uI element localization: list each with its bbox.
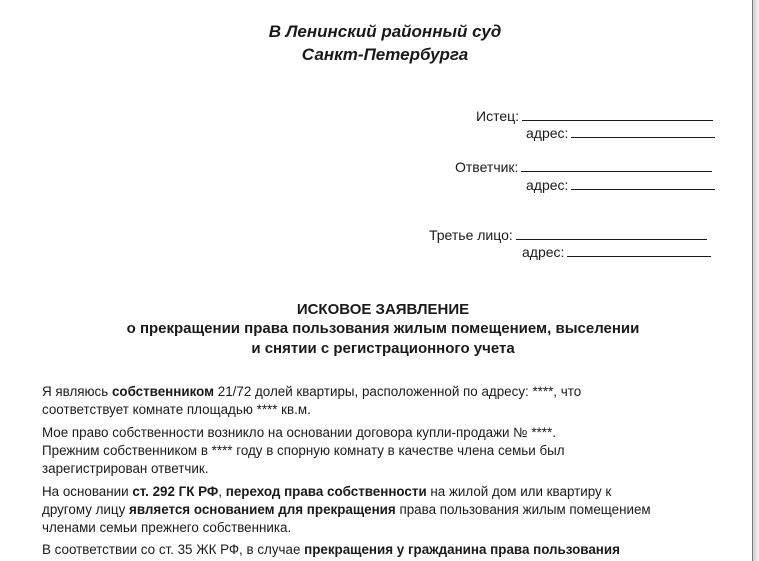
third-party-label: Третье лицо: [429, 227, 513, 243]
plaintiff-address-line [571, 124, 715, 138]
p3-bold-transfer: переход права собственности [225, 484, 427, 499]
paragraph-2 [42, 424, 732, 478]
third-party-address-line [567, 243, 711, 257]
defendant-label: Ответчик: [455, 159, 519, 175]
p3-bold-article: ст. 292 ГК РФ [132, 484, 219, 499]
p4-text-a: В соответствии со ст. 35 ЖК РФ, в случае [42, 542, 305, 557]
court-city: Санкт-Петербурга [301, 45, 469, 64]
p3-text-h: права пользования жилым помещением [395, 502, 651, 517]
third-party-line [516, 226, 707, 240]
defendant-address-line [571, 176, 715, 190]
court-name: В Ленинский районный суд [268, 22, 502, 41]
p3-text-a: На основании [42, 484, 133, 499]
p1-bold-owner: собственником [111, 384, 215, 399]
defendant-row [455, 158, 712, 176]
plaintiff-address-row [526, 124, 715, 142]
p3-text-i: членами семьи прежнего собственника. [42, 520, 292, 535]
p1-text-c: 21/72 долей квартиры, расположенной по адресу: ****, что [214, 384, 582, 399]
document-title: ИСКОВОЕ ЗАЯВЛЕНИЕ [296, 301, 470, 318]
defendant-address-row [526, 176, 715, 194]
p3-text-c: , [218, 484, 226, 499]
p2-line-3: зарегистрирован ответчик. [42, 461, 209, 476]
document-subtitle-line2: и снятии с регистрационного учета [251, 340, 515, 357]
paragraph-4 [42, 541, 732, 559]
page-edge-shadow [753, 0, 759, 561]
defendant-line [521, 158, 712, 172]
plaintiff-row [476, 107, 713, 125]
p3-text-f: другому лицу [42, 502, 129, 517]
plaintiff-label: Истец: [476, 108, 520, 124]
third-party-address-row [522, 243, 711, 261]
p3-text-e: на жилой дом или квартиру к [426, 484, 612, 499]
p2-line-2: Прежним собственником в **** году в спорную комнату в качестве члена семьи был [42, 443, 565, 458]
p1-text-d: соответствует комнате площадью **** кв.м. [42, 402, 311, 417]
p4-bold-termination: прекращения у гражданина права пользования [304, 542, 620, 557]
third-party-row [429, 226, 707, 244]
paragraph-3 [42, 483, 732, 537]
p1-text-a: Я являюсь [42, 384, 112, 399]
third-party-address-label: адрес: [522, 244, 565, 260]
p3-bold-basis: является основанием для прекращения [129, 502, 396, 517]
paragraph-1 [42, 383, 732, 419]
plaintiff-address-label: адрес: [526, 125, 569, 141]
document-subtitle-line1: о прекращении права пользования жилым помещением, выселении [126, 320, 640, 337]
plaintiff-line [522, 107, 713, 121]
p2-line-1: Мое право собственности возникло на основании договора купли-продажи № ****. [42, 425, 556, 440]
defendant-address-label: адрес: [526, 177, 569, 193]
